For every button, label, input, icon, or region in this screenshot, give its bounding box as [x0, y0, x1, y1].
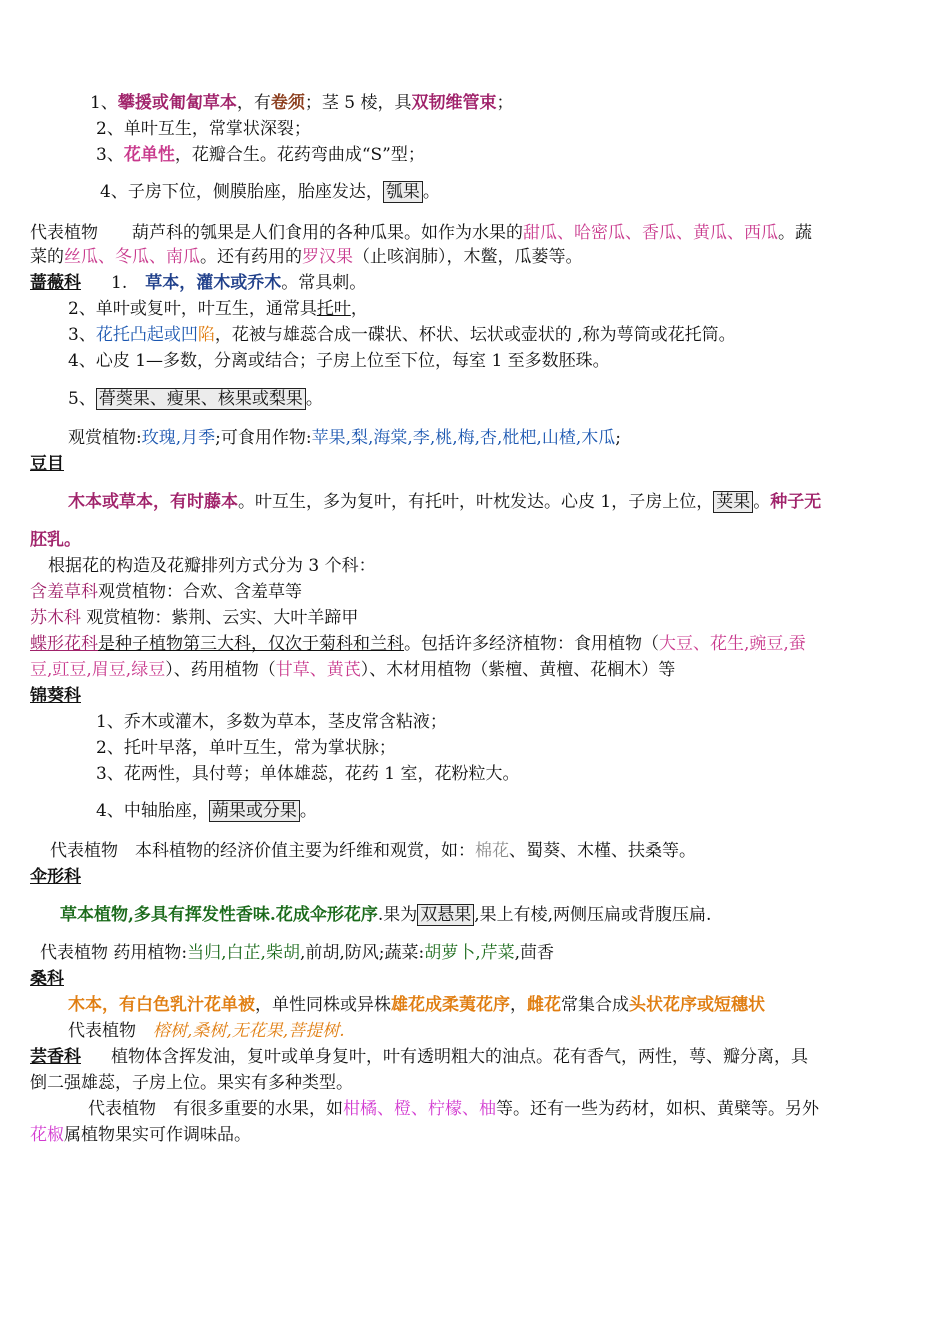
- mulberry-line-1: [68, 994, 765, 1016]
- cucurbit-line-2: 2、单叶互生，常掌状深裂；: [96, 119, 311, 139]
- highlight-text: 花托凸起或凹: [95, 325, 198, 345]
- family-name: 蝶形花科: [30, 634, 98, 654]
- highlight-text: 豆,豇豆,眉豆,绿豆: [30, 660, 166, 680]
- cucurbit-line-1: [90, 92, 513, 114]
- plain-text: 常集合成: [561, 995, 629, 1015]
- plain-text: ,茴香: [514, 943, 555, 963]
- plain-text: 。: [422, 182, 440, 202]
- plain-text: 2、单叶或复叶，叶互生，通常具: [68, 299, 317, 319]
- plain-text: 观赏植物：紫荆、云实、大叶羊蹄甲: [81, 608, 359, 628]
- plain-text: 代表植物 有很多重要的水果，如: [88, 1099, 343, 1119]
- item-number: 1、: [90, 93, 118, 113]
- plain-text: ，: [350, 299, 368, 319]
- highlight-text: 卷须: [270, 93, 305, 113]
- mallow-line-1: 1、乔木或灌木，多数为草本，茎皮常含粘液；: [96, 712, 447, 732]
- highlight-text: 柑橘、橙、柠檬、柚: [343, 1099, 496, 1119]
- section-heading: 芸香科: [30, 1047, 81, 1067]
- highlight-text: 草本，灌木或乔木: [145, 273, 282, 293]
- highlight-text: 双韧维管束: [411, 93, 497, 113]
- legume-line-7: [30, 659, 675, 681]
- plain-text: 代表植物 葫芦科的瓠果是人们食用的各种瓜果。如作为水果的: [30, 223, 523, 243]
- plain-text: 观赏植物:: [68, 428, 142, 448]
- plain-text: 代表植物: [68, 1021, 153, 1041]
- rue-line-2: 倒二强雄蕊，子房上位。果实有多种类型。: [30, 1073, 353, 1093]
- highlight-text: 木本或草本，有时藤本: [68, 492, 238, 512]
- plain-text: ；茎 5 棱，具: [304, 93, 412, 113]
- plain-text: ，花被与雄蕊合成一碟状、杯状、坛状或壶状的 ,称为萼筒或花托筒。: [214, 325, 736, 345]
- plain-text: 。叶互生，多为复叶，有托叶，叶枕发达。心皮 1，子房上位，: [238, 492, 714, 512]
- umbel-representative: [40, 942, 554, 964]
- plain-text: 。: [299, 801, 317, 821]
- section-heading: 伞形科: [30, 867, 81, 887]
- legume-line-3: 根据花的构造及花瓣排列方式分为 3 个科：: [48, 556, 376, 576]
- highlight-text: 榕树,桑树,无花果,菩提树.: [153, 1021, 345, 1041]
- plain-text: ，: [510, 995, 527, 1015]
- legume-line-1: [68, 491, 821, 513]
- legume-line-6: [30, 633, 806, 655]
- highlight-text: 大豆、花生,豌豆,蚕: [659, 634, 806, 654]
- plain-text: 4、中轴胎座，: [96, 801, 209, 821]
- cucurbit-line-3: [96, 144, 425, 166]
- highlight-text: 花单性: [123, 145, 175, 165]
- highlight-text: 甜瓜、哈密瓜、香瓜、黄瓜、西瓜: [523, 223, 778, 243]
- highlight-text: 攀援或匍匐草本: [117, 93, 237, 113]
- boxed-fruit-term: 蒴果或分果: [209, 800, 300, 822]
- item-number: 3、: [96, 145, 124, 165]
- highlight-text: 陷: [197, 325, 215, 345]
- rue-line-3: [88, 1098, 819, 1120]
- mulberry-representative: [68, 1020, 345, 1042]
- plain-text: 。蔬: [778, 223, 812, 243]
- plain-text: ）、药用植物（: [165, 660, 276, 680]
- highlight-text: 雄花成柔荑花序: [391, 995, 510, 1015]
- legume-heading: [30, 453, 64, 475]
- plain-text: ，有: [236, 93, 271, 113]
- plain-text: 属植物果实可作调味品。: [64, 1125, 251, 1145]
- rose-line-2: [68, 298, 368, 320]
- highlight-text: 雌花: [527, 995, 561, 1015]
- plain-text: ；: [496, 93, 514, 113]
- boxed-fruit-term: 双悬果: [417, 904, 474, 926]
- item-number: 5、: [68, 389, 96, 409]
- plain-text: .果为: [377, 905, 418, 925]
- section-heading: 锦葵科: [30, 686, 81, 706]
- mallow-representative: [50, 840, 696, 862]
- plain-text: 。还有药用的: [200, 247, 302, 267]
- section-heading: 蔷薇科: [30, 273, 81, 293]
- plain-text: 、蜀葵、木槿、扶桑等。: [509, 841, 696, 861]
- highlight-text: 花椒: [30, 1125, 64, 1145]
- plain-text: 。常具刺。: [281, 273, 367, 293]
- mallow-line-4: [96, 800, 317, 822]
- item-number: 1.: [111, 273, 128, 293]
- rose-line-1: [30, 272, 366, 294]
- rose-line-3: [68, 324, 736, 346]
- plain-text: ,前胡,防风;蔬菜:: [299, 943, 425, 963]
- plain-text: ，单性同株或异株: [255, 995, 391, 1015]
- plain-text: ;可食用作物:: [215, 428, 312, 448]
- item-number: 3、: [68, 325, 96, 345]
- highlight-text: 当归,白芷,柴胡: [187, 943, 300, 963]
- plain-text: 观赏植物：合欢、含羞草等: [98, 582, 302, 602]
- plain-text: 代表植物 本科植物的经济价值主要为纤维和观赏，如：: [50, 841, 475, 861]
- highlight-text: 玫瑰,月季: [141, 428, 216, 448]
- section-heading: 豆目: [30, 454, 64, 474]
- rue-line-1: [30, 1046, 808, 1068]
- boxed-fruit-term: 瓠果: [383, 181, 423, 203]
- cucurbit-representative-1: [30, 222, 812, 244]
- legume-line-2: 胚乳。: [30, 530, 81, 550]
- mallow-line-3: 3、花两性，具付萼；单体雄蕊，花药 1 室，花粉粒大。: [96, 764, 520, 784]
- rose-line-4: 4、心皮 1—多数，分离或结合；子房上位至下位，每室 1 至多数胚珠。: [68, 351, 610, 371]
- highlight-text: 丝瓜、冬瓜、南瓜: [64, 247, 200, 267]
- highlight-text: 苹果,梨,海棠,李,桃,梅,杏,枇杷,山楂,木瓜: [311, 428, 616, 448]
- plain-text: 。: [305, 389, 323, 409]
- plain-text: ;: [615, 428, 621, 448]
- highlight-text: 草本植物,多具有挥发性香味.花成伞形花序: [60, 905, 378, 925]
- legume-line-4: [30, 581, 302, 603]
- section-heading: 桑科: [30, 969, 64, 989]
- boxed-fruit-term: 荚果: [713, 491, 753, 513]
- umbel-line-1: [60, 904, 711, 926]
- boxed-fruit-term: 蓇葖果、瘦果、核果或梨果: [96, 388, 306, 410]
- mallow-line-2: 2、托叶早落，单叶互生，常为掌状脉；: [96, 738, 396, 758]
- plain-text: 4、子房下位，侧膜胎座，胎座发达，: [100, 182, 383, 202]
- highlight-text: 头状花序或短穗状: [629, 995, 765, 1015]
- mulberry-heading: [30, 968, 64, 990]
- umbel-heading: [30, 866, 81, 888]
- highlight-text: 胡萝卜,芹菜: [424, 943, 515, 963]
- plain-text: 。包括许多经济植物：食用植物（: [404, 634, 659, 654]
- plain-text: ）、木材用植物（紫檀、黄檀、花榈木）等: [360, 660, 676, 680]
- plain-text: 。: [753, 492, 771, 512]
- underlined-text: 是种子植物第三大科，仅次于菊科和兰科: [98, 634, 404, 654]
- plain-text: 植物体含挥发油，复叶或单身复叶，叶有透明粗大的油点。花有香气，两性，萼、瓣分离，具: [111, 1047, 808, 1067]
- legume-line-5: [30, 607, 358, 629]
- highlight-text: 罗汉果: [302, 247, 353, 267]
- cucurbit-representative-2: [30, 246, 583, 268]
- family-name: 苏木科: [30, 608, 81, 628]
- plain-text: ,果上有棱,两侧压扁或背腹压扁.: [474, 905, 712, 925]
- highlight-text: 棉花: [475, 841, 509, 861]
- plain-text: ，花瓣合生。花药弯曲成“S”型；: [174, 145, 425, 165]
- rue-line-4: [30, 1124, 251, 1146]
- plain-text: 代表植物 药用植物:: [40, 943, 188, 963]
- highlight-text: 木本，有白色乳汁花单被: [68, 995, 255, 1015]
- highlight-text: 甘草、黄芪: [275, 660, 361, 680]
- plain-text: （止咳润肺），木鳖，瓜蒌等。: [353, 247, 583, 267]
- cucurbit-line-4: [100, 181, 440, 203]
- underlined-text: 托叶: [316, 299, 351, 319]
- highlight-text: 种子无: [770, 492, 822, 512]
- rose-ornamental-line: [68, 427, 621, 449]
- rose-line-5: [68, 388, 323, 410]
- plain-text: 菜的: [30, 247, 64, 267]
- family-name: 含羞草科: [30, 582, 98, 602]
- plain-text: 等。还有一些为药材，如枳、黄檗等。另外: [496, 1099, 819, 1119]
- mallow-heading: [30, 685, 81, 707]
